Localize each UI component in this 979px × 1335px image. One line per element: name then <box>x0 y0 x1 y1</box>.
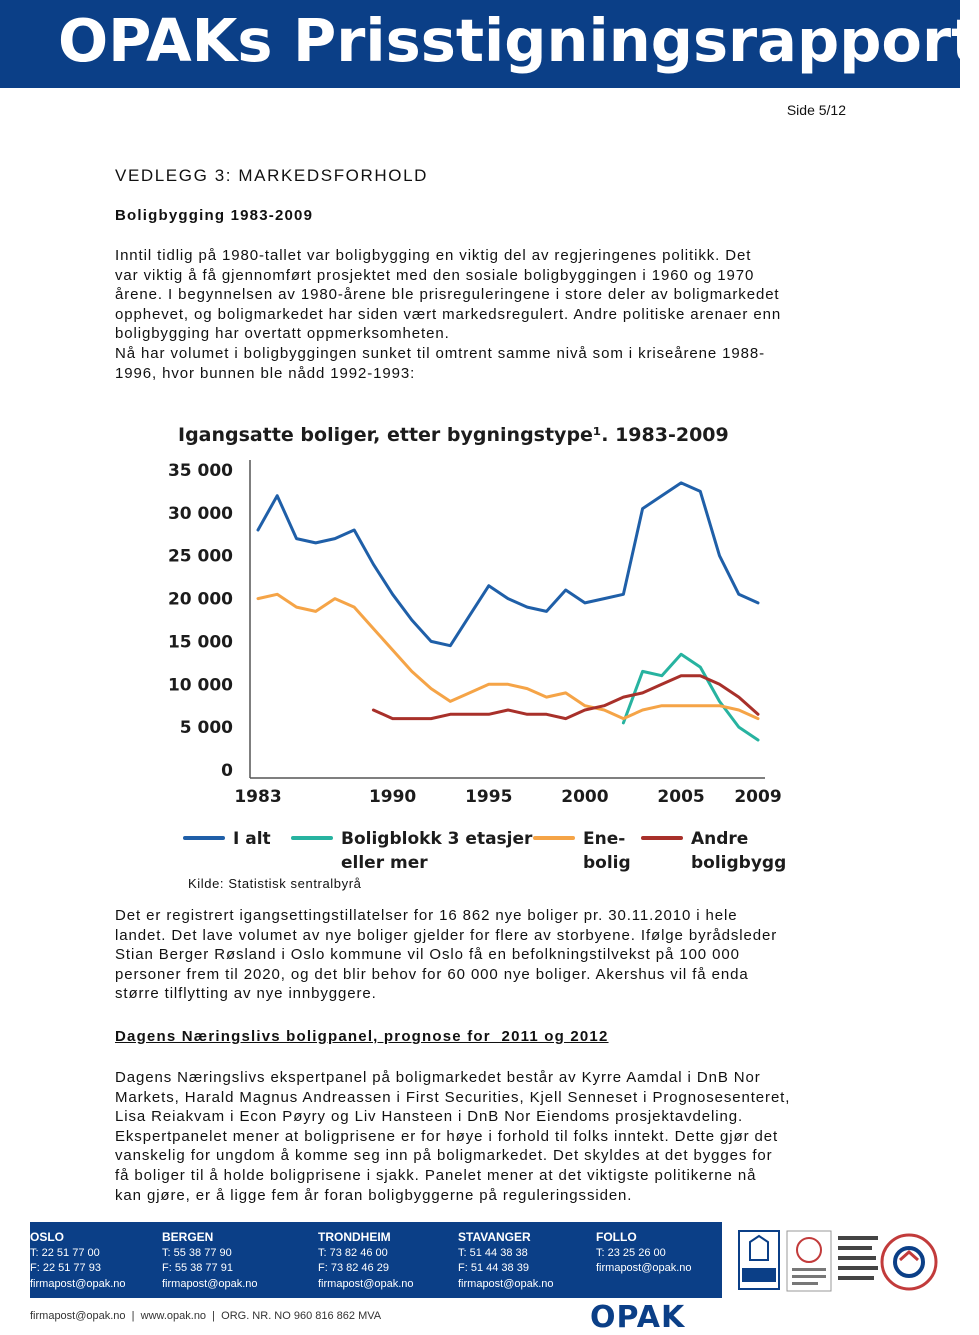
text-line: 1996, hvor bunnen ble nådd 1992-1993: <box>115 364 416 382</box>
office-email[interactable]: firmapost@opak.no <box>30 1277 126 1290</box>
text-line: kan gjøre, er å ligge fem år foran boligbyggerne på reguleringssiden. <box>115 1186 633 1204</box>
panel-heading: Dagens Næringslivs boligpanel, prognose for 2011 og 2012 <box>115 1028 609 1045</box>
text-line: landet. Det lave volumet av nye boliger gjelder for flere av storbyene. Ifølge byrådsleder <box>115 926 778 944</box>
chart-source: Kilde: Statistisk sentralbyrå <box>188 876 362 891</box>
text-line: årene. I begynnelsen av 1980-årene ble prisreguleringene i store deler av boligmarkedet <box>115 286 780 304</box>
chart-svg <box>167 415 787 885</box>
panel-paragraph <box>115 1068 845 1205</box>
office-phone: T: 22 51 77 00 <box>30 1246 100 1259</box>
y-tick-label: 25 000 <box>167 546 233 567</box>
y-tick-label: 5 000 <box>179 718 233 739</box>
office-email[interactable]: firmapost@opak.no <box>318 1277 414 1290</box>
text-line: større tilflytting av nye innbyggere. <box>115 985 377 1003</box>
housing-chart <box>167 415 787 885</box>
series-line-0 <box>258 483 758 646</box>
opak-logo: OPAK <box>590 1300 686 1335</box>
office-name: STAVANGER <box>458 1230 531 1244</box>
permits-paragraph <box>115 906 845 1004</box>
footer-contact-line: firmapost@opak.no | www.opak.no | ORG. NR. NO 960 816 862 MVA <box>30 1310 382 1322</box>
text-line: var viktig å få gjennomført prosjektet med den sosiale boligbyggingen i 1960 og 1970 <box>115 266 755 284</box>
office-phone: T: 73 82 46 00 <box>318 1246 388 1259</box>
office-name: BERGEN <box>162 1230 214 1244</box>
text-line: personer frem til 2020, og det blir behov for 60 000 nye boliger. Akershus vil få enda <box>115 965 749 983</box>
text-line: Inntil tidlig på 1980-tallet var boligbygging en viktig del av regjeringenes politikk. Det <box>115 247 752 264</box>
office-email[interactable]: firmapost@opak.no <box>596 1262 692 1274</box>
y-tick-label: 35 000 <box>167 461 233 481</box>
page-number: Side 5/12 <box>786 102 846 118</box>
office-fax: F: 51 44 38 39 <box>458 1262 529 1274</box>
footer-offices <box>30 1222 722 1298</box>
office-oslo <box>30 1230 126 1292</box>
office-name: OSLO <box>30 1230 65 1244</box>
x-tick-label: 2009 <box>734 787 782 807</box>
office-phone: T: 55 38 77 90 <box>162 1246 232 1259</box>
x-tick-label: 1990 <box>368 787 417 807</box>
y-tick-label: 0 <box>221 761 233 781</box>
office-fax: F: 22 51 77 93 <box>30 1262 101 1274</box>
dnv-badge-icon <box>738 1230 780 1290</box>
legend-label: I alt <box>233 829 271 849</box>
iso-certification-icon <box>836 1230 880 1290</box>
chart-title: Igangsatte boliger, etter bygningstype¹. 1983-2009 <box>178 424 729 446</box>
office-email[interactable]: firmapost@opak.no <box>458 1277 554 1290</box>
section-heading: VEDLEGG 3: MARKEDSFORHOLD <box>115 166 429 185</box>
y-tick-label: 30 000 <box>167 503 233 524</box>
office-phone: T: 51 44 38 38 <box>458 1246 528 1259</box>
office-email[interactable]: firmapost@opak.no <box>162 1277 258 1290</box>
y-tick-label: 15 000 <box>167 632 233 653</box>
text-line: Markets, Harald Magnus Andreassen i First Securities, Kjell Senneset i Prognosesenteret, <box>115 1088 791 1106</box>
x-tick-label: 2000 <box>561 787 609 807</box>
certification-badges <box>738 1226 938 1298</box>
text-line: Lisa Reiakvam i Econ Pøyry og Liv Hansteen i DnB Nor Eiendoms prosjektavdeling. <box>115 1108 744 1126</box>
report-title: OPAKs Prisstigningsrapport <box>58 6 979 75</box>
text-line: boligbygging har overtatt oppmerksomheten. <box>115 325 450 343</box>
legend-label: bolig <box>583 853 631 873</box>
text-line: vanskelig for ungdom å komme seg inn på boligmarkedet. Det skyldes at det bygges for <box>115 1147 773 1165</box>
text-line: Det er registrert igangsettingstillatelser for 16 862 nye boliger pr. 30.11.2010 i hele <box>115 907 738 924</box>
godkjent-seal-icon <box>880 1230 938 1298</box>
certificate-seal-icon <box>786 1230 832 1292</box>
text-line: Dagens Næringslivs ekspertpanel på boligmarkedet består av Kyrre Aamdal i DnB Nor <box>115 1069 761 1086</box>
legend-label: eller mer <box>341 853 428 873</box>
section-subheading: Boligbygging 1983-2009 <box>115 207 314 224</box>
text-line: opphevet, og boligmarkedet har siden vært markedsregulert. Andre politiske arenaer enn <box>115 305 782 323</box>
legend-label: Ene- <box>583 829 626 849</box>
text-line: Stian Berger Røsland i Oslo kommune vil Oslo få en befolkningstilvekst på 100 000 <box>115 946 740 964</box>
x-tick-label: 2005 <box>657 787 705 807</box>
y-tick-label: 10 000 <box>167 675 233 696</box>
office-name: TRONDHEIM <box>318 1230 391 1244</box>
office-fax: F: 55 38 77 91 <box>162 1262 233 1274</box>
x-tick-label: 1995 <box>465 787 513 807</box>
office-follo <box>596 1230 692 1277</box>
office-trondheim <box>318 1230 414 1292</box>
y-tick-label: 20 000 <box>167 589 233 610</box>
text-line: Nå har volumet i boligbyggingen sunket til omtrent samme nivå som i kriseårene 1988- <box>115 344 766 362</box>
office-fax: F: 73 82 46 29 <box>318 1262 389 1274</box>
office-name: FOLLO <box>596 1230 637 1244</box>
text-line: Ekspertpanelet mener at boligprisene er for høye i forhold til folks inntekt. Dette gjør det <box>115 1127 779 1145</box>
x-tick-label: 1983 <box>234 787 282 807</box>
legend-label: boligbygg <box>691 853 787 873</box>
series-line-3 <box>373 676 758 719</box>
intro-paragraph <box>115 246 845 383</box>
legend-label: Andre <box>691 829 749 849</box>
legend-label: Boligblokk 3 etasjer <box>341 829 533 849</box>
office-bergen <box>162 1230 258 1292</box>
header-banner <box>0 0 979 88</box>
office-phone: T: 23 25 26 00 <box>596 1246 666 1259</box>
office-stavanger <box>458 1230 554 1292</box>
text-line: få boliger til å holde boligprisene i sjakk. Panelet mener at det viktigste politikerne nå <box>115 1166 757 1184</box>
